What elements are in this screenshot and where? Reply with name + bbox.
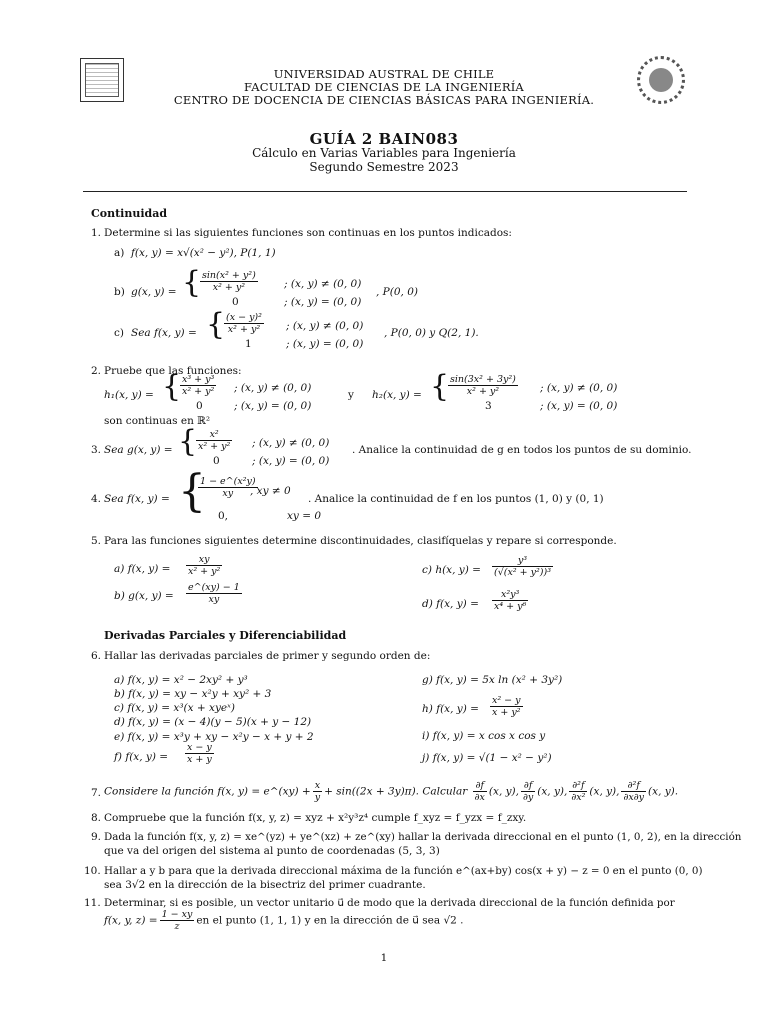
problem-5c-lhs: c) h(x, y) = bbox=[422, 564, 481, 576]
problem-11-line1: Determinar, si es posible, un vector unitario u⃗ de modo que la derivada direccional de la función definida por bbox=[104, 897, 675, 909]
problem-1b-point: , P(0, 0) bbox=[376, 286, 418, 298]
problem-6f-fraction: $\frac{x - y}{x + y}$ bbox=[187, 742, 212, 765]
problem-6-text: Hallar las derivadas parciales de primer y segundo orden de: bbox=[104, 650, 431, 662]
problem-1-text: Determine si las siguientes funciones son continuas en los puntos indicados: bbox=[104, 227, 512, 239]
problem-2-h2-brace: { bbox=[430, 369, 450, 404]
course-name: Cálculo en Varias Variables para Ingeniería bbox=[252, 146, 516, 160]
problem-6e: e) f(x, y) = x³y + xy − x²y − x + y + 2 bbox=[114, 731, 314, 743]
problem-4-cond1: , xy ≠ 0 bbox=[250, 485, 291, 497]
section-continuidad: Continuidad bbox=[91, 207, 168, 220]
problem-number-6: 6. bbox=[91, 650, 102, 662]
problem-number-8: 8. bbox=[91, 812, 102, 824]
section-derivadas: Derivadas Parciales y Diferenciabilidad bbox=[104, 629, 347, 642]
problem-10-line2: sea 3√2 en la dirección de la bisectriz del primer cuadrante. bbox=[104, 879, 426, 891]
problem-3-cond2: ; (x, y) = (0, 0) bbox=[252, 455, 330, 467]
problem-6f-lhs: f) f(x, y) = bbox=[114, 751, 169, 763]
problem-1b-cond2: ; (x, y) = (0, 0) bbox=[284, 296, 362, 308]
problem-1c-one: 1 bbox=[245, 338, 252, 350]
problem-7-text: Considere la función f(x, y) = e^(xy) + $\frac{x}{y}$ + sin((2x + 3y)π). Calcular $\frac{\partial f}{\partial x}$ (x, y), $\frac{\partial f}{\partial y}$ (x, y), $\frac{\text{∂²f}}{\text{∂x²}}$ (x, y), $\frac{\text{∂²f}}{\partial x\partial y}$ (x, y). bbox=[104, 780, 679, 803]
problem-6h-fraction: $\frac{\text{x² − y}}{\text{x + y²}}$ bbox=[492, 695, 521, 718]
problem-number-10: 10. bbox=[84, 865, 101, 877]
problem-5b-fraction: $\frac{e\^{}(xy) - 1}{xy}$ bbox=[188, 582, 240, 605]
problem-4-cond2: xy = 0 bbox=[287, 510, 322, 522]
problem-1b-brace: { bbox=[182, 265, 202, 300]
header-faculty: FACULTAD DE CIENCIAS DE LA INGENIERÍA bbox=[244, 80, 524, 94]
problem-6c: c) f(x, y) = x³(x + xyeˣ) bbox=[114, 702, 235, 714]
problem-2-h1-brace: { bbox=[162, 369, 182, 404]
problem-4-zero: 0, bbox=[218, 510, 229, 522]
problem-2-h2-lhs: h₂(x, y) = bbox=[372, 389, 422, 401]
problem-8-text: Compruebe que la función f(x, y, z) = xyz + x²y³z⁴ cumple f_xyz = f_yzx = f_zxy. bbox=[104, 812, 527, 824]
problem-6j: j) f(x, y) = √(1 − x² − y²) bbox=[422, 752, 552, 764]
problem-9-line2: que va del origen del sistema al punto de coordenadas (5, 3, 3) bbox=[104, 845, 440, 857]
problem-number-9: 9. bbox=[91, 831, 102, 843]
header-divider bbox=[83, 191, 687, 192]
problem-6g: g) f(x, y) = 5x ln (x² + 3y²) bbox=[422, 674, 563, 686]
problem-6a: a) f(x, y) = x² − 2xy² + y³ bbox=[114, 674, 248, 686]
problem-1a-label: a) bbox=[114, 247, 125, 259]
problem-1a-expr: f(x, y) = x√(x² − y²), P(1, 1) bbox=[131, 247, 276, 259]
page-number: 1 bbox=[380, 952, 388, 964]
problem-4-fraction: $\frac{\text{1 − e\textasciicircum{}(x²y)}}{xy}$ bbox=[200, 476, 256, 499]
problem-4-brace: { bbox=[178, 466, 206, 517]
problem-2-h1-lhs: h₁(x, y) = bbox=[104, 389, 154, 401]
problem-3-cond1: ; (x, y) ≠ (0, 0) bbox=[252, 437, 330, 449]
problem-2-h1-zero: 0 bbox=[196, 400, 203, 412]
problem-1b-zero: 0 bbox=[232, 296, 239, 308]
problem-1b-label: b) bbox=[114, 286, 125, 298]
problem-number-3: 3. bbox=[91, 444, 102, 456]
problem-5d-fraction: $\frac{\text{x²y³}}{\text{x⁴ + y⁶}}$ bbox=[494, 589, 527, 612]
problem-11-line2: f(x, y, z) = $\frac{1 - xy}{z}$ en el punto (1, 1, 1) y en la dirección de u⃗ sea √2 . bbox=[104, 909, 464, 932]
problem-2-and: y bbox=[348, 389, 354, 401]
header-university: UNIVERSIDAD AUSTRAL DE CHILE bbox=[273, 67, 495, 81]
problem-number-2: 2. bbox=[91, 365, 102, 377]
problem-5a-fraction: $\frac{xy}{\text{x² + y²}}$ bbox=[188, 554, 221, 577]
problem-1b-fraction: $\frac{\text{sin(x² + y²)}}{\text{x² + y²}}$ bbox=[202, 270, 256, 293]
problem-2-h1-cond1: ; (x, y) ≠ (0, 0) bbox=[234, 382, 312, 394]
problem-3-brace: { bbox=[178, 424, 198, 459]
problem-5b-lhs: b) g(x, y) = bbox=[114, 590, 174, 602]
problem-3-fraction: $\frac{\text{x²}}{\text{x² + y²}}$ bbox=[198, 429, 231, 452]
problem-3-lhs: Sea g(x, y) = bbox=[104, 444, 173, 456]
problem-1c-brace: { bbox=[206, 307, 226, 342]
semester: Segundo Semestre 2023 bbox=[309, 160, 459, 174]
problem-1c-cond1: ; (x, y) ≠ (0, 0) bbox=[286, 320, 364, 332]
problem-number-5: 5. bbox=[91, 535, 102, 547]
problem-2-h1-fraction: $\frac{\text{x³ + y³}}{\text{x² + y²}}$ bbox=[182, 374, 215, 397]
header-center: CENTRO DE DOCENCIA DE CIENCIAS BÁSICAS PARA INGENIERÍA. bbox=[173, 93, 595, 107]
problem-5-text: Para las funciones siguientes determine discontinuidades, clasifíquelas y repare si corresponde. bbox=[104, 535, 617, 547]
problem-6i: i) f(x, y) = x cos x cos y bbox=[422, 730, 546, 742]
problem-number-1: 1. bbox=[91, 227, 102, 239]
problem-10-line1: Hallar a y b para que la derivada direccional máxima de la función e^(ax+by) cos(x + y) − z = 0 en el punto (0, 0) bbox=[104, 865, 703, 877]
problem-6b: b) f(x, y) = xy − x²y + xy² + 3 bbox=[114, 688, 272, 700]
problem-3-text: . Analice la continuidad de g en todos los puntos de su dominio. bbox=[352, 444, 692, 456]
problem-1c-lhs: Sea f(x, y) = bbox=[131, 327, 197, 339]
problem-number-4: 4. bbox=[91, 493, 102, 505]
problem-5c-fraction: $\frac{\text{y³}}{\text{(√(x² + y²))³}}$ bbox=[494, 555, 552, 578]
problem-2-h2-three: 3 bbox=[485, 400, 492, 412]
problem-1b-cond1: ; (x, y) ≠ (0, 0) bbox=[284, 278, 362, 290]
problem-1c-fraction: $\frac{\text{(x − y)²}}{\text{x² + y²}}$ bbox=[226, 312, 262, 335]
problem-6d: d) f(x, y) = (x − 4)(y − 5)(x + y − 12) bbox=[114, 716, 312, 728]
problem-9-line1: Dada la función f(x, y, z) = xe^(yz) + ye^(xz) + ze^(xy) hallar la derivada direccional en el punto (1, 0, 2), en la dirección bbox=[104, 831, 742, 843]
problem-2-conclusion: son continuas en ℝ² bbox=[104, 415, 211, 427]
problem-number-11: 11. bbox=[84, 897, 101, 909]
problem-1c-label: c) bbox=[114, 327, 124, 339]
problem-6h-lhs: h) f(x, y) = bbox=[422, 703, 479, 715]
problem-2-h2-fraction: $\frac{\text{sin(3x² + 3y²)}}{\text{x² + y²}}$ bbox=[450, 374, 516, 397]
problem-2-h2-cond2: ; (x, y) = (0, 0) bbox=[540, 400, 618, 412]
page-title: GUÍA 2 BAIN083 bbox=[309, 130, 459, 148]
problem-5a-lhs: a) f(x, y) = bbox=[114, 563, 171, 575]
problem-4-text: . Analice la continuidad de f en los puntos (1, 0) y (0, 1) bbox=[308, 493, 604, 505]
problem-number-7: 7. bbox=[91, 787, 102, 799]
problem-1c-points: , P(0, 0) y Q(2, 1). bbox=[384, 327, 479, 339]
problem-2-h2-cond1: ; (x, y) ≠ (0, 0) bbox=[540, 382, 618, 394]
problem-1b-lhs: g(x, y) = bbox=[131, 286, 177, 298]
problem-3-zero: 0 bbox=[213, 455, 220, 467]
problem-5d-lhs: d) f(x, y) = bbox=[422, 598, 479, 610]
problem-1c-cond2: ; (x, y) = (0, 0) bbox=[286, 338, 364, 350]
problem-4-lhs: Sea f(x, y) = bbox=[104, 493, 170, 505]
problem-2-h1-cond2: ; (x, y) = (0, 0) bbox=[234, 400, 312, 412]
problem-2-text: Pruebe que las funciones: bbox=[104, 365, 242, 377]
